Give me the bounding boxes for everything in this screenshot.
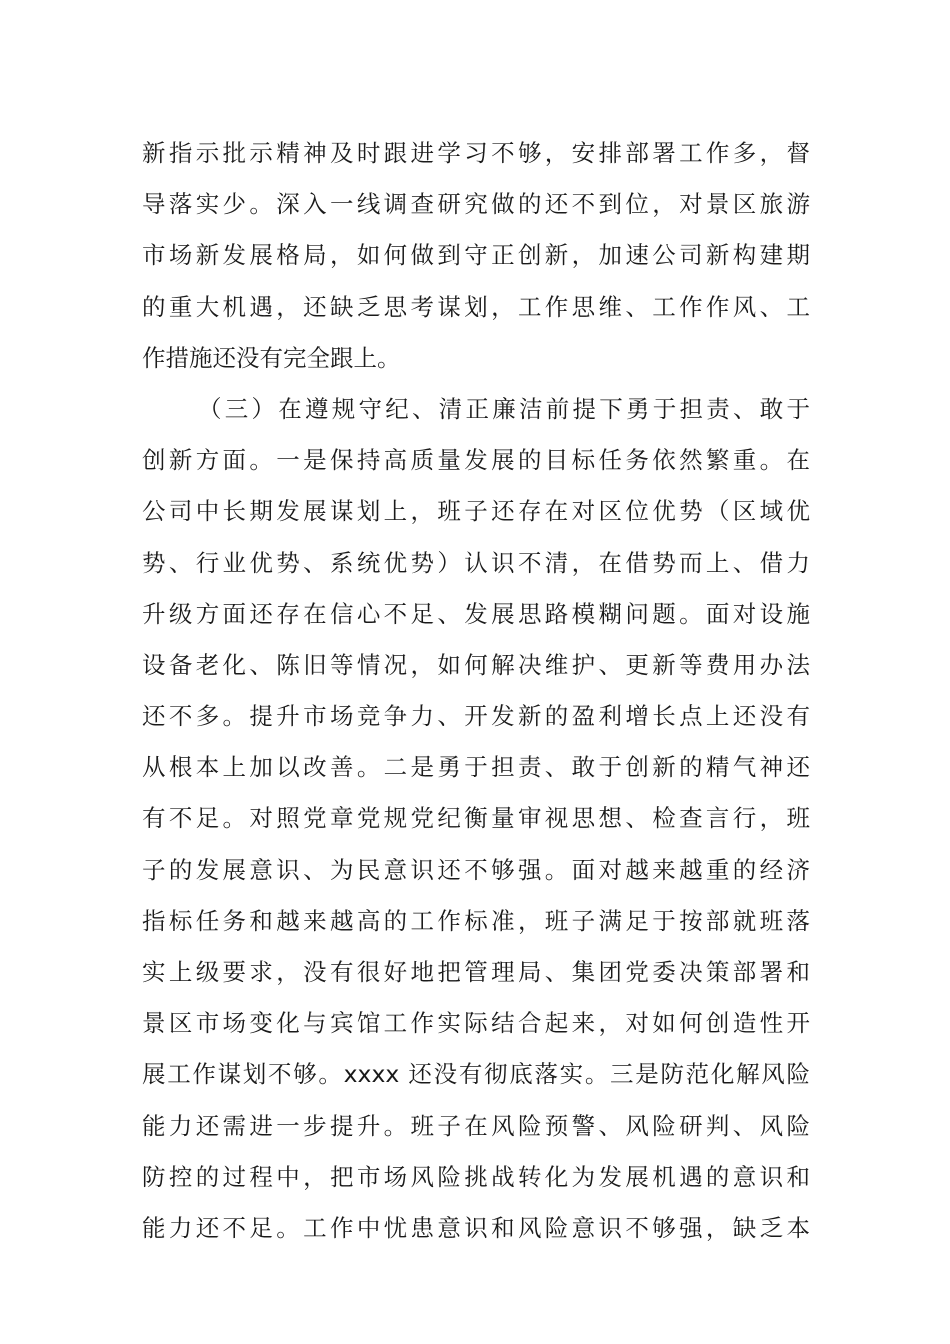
text-line: 展工作谋划不够。xxxx 还没有彻底落实。三是防范化解风险 <box>142 1060 810 1089</box>
text-line: 实上级要求，没有很好地把管理局、集团党委决策部署和 <box>142 958 810 986</box>
text-line: 势、行业优势、系统优势）认识不清，在借势而上、借力 <box>142 548 810 577</box>
text-line: 设备老化、陈旧等情况，如何解决维护、更新等费用办法 <box>142 650 810 679</box>
text-line: 防控的过程中，把市场风险挑战转化为发展机遇的意识和 <box>142 1162 810 1191</box>
text-line: 还不多。提升市场竞争力、开发新的盈利增长点上还没有 <box>142 702 810 731</box>
text-line: 子的发展意识、为民意识还不够强。面对越来越重的经济 <box>142 855 810 884</box>
text-line: 导落实少。深入一线调查研究做的还不到位，对景区旅游 <box>142 190 810 219</box>
text-line: 公司中长期发展谋划上，班子还存在对区位优势（区域优 <box>142 497 810 526</box>
text-line: 从根本上加以改善。二是勇于担责、敢于创新的精气神还 <box>142 753 810 782</box>
text-line: 市场新发展格局，如何做到守正创新，加速公司新构建期 <box>142 241 810 270</box>
text-line: 作措施还没有完全跟上。 <box>142 343 401 372</box>
section-heading-line: （三）在遵规守纪、清正廉洁前提下勇于担责、敢于 <box>198 394 810 423</box>
text-line: 景区市场变化与宾馆工作实际结合起来，对如何创造性开 <box>142 1009 810 1038</box>
text-line: 的重大机遇，还缺乏思考谋划，工作思维、工作作风、工 <box>142 292 810 321</box>
text-line: 能力还需进一步提升。班子在风险预警、风险研判、风险 <box>142 1111 810 1140</box>
body-text <box>142 128 810 1254</box>
text-line: 有不足。对照党章党规党纪衡量审视思想、检查言行，班 <box>142 804 810 833</box>
text-line: 升级方面还存在信心不足、发展思路模糊问题。面对设施 <box>142 599 810 628</box>
text-line: 新指示批示精神及时跟进学习不够，安排部署工作多，督 <box>142 139 810 167</box>
text-line: 创新方面。一是保持高质量发展的目标任务依然繁重。在 <box>142 446 810 475</box>
text-line: 指标任务和越来越高的工作标准，班子满足于按部就班落 <box>142 906 810 935</box>
text-line: 能力还不足。工作中忧患意识和风险意识不够强，缺乏本 <box>142 1213 810 1242</box>
